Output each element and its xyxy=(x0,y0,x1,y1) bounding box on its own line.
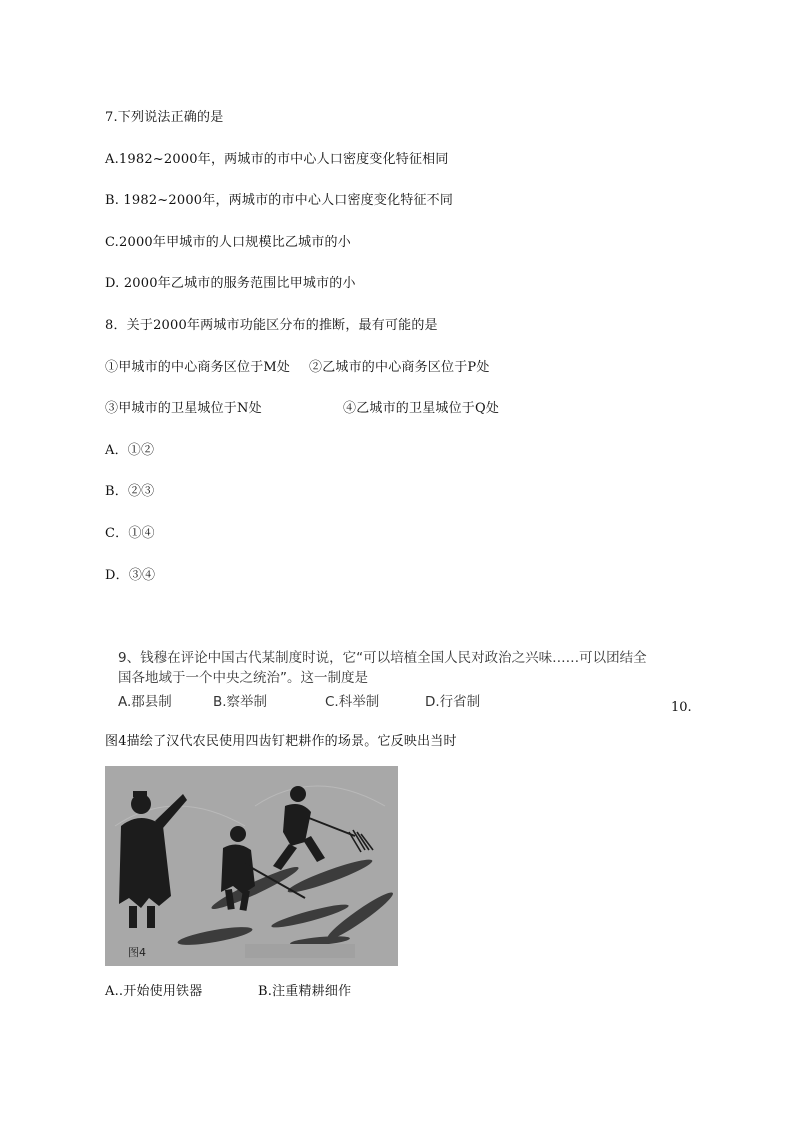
figure-4-caption: 图4 xyxy=(128,946,146,959)
q9-option-d: D.行省制 xyxy=(425,694,481,710)
q8-option-d: D．③④ xyxy=(105,568,156,583)
q9-option-c: C.科举制 xyxy=(325,694,380,710)
q10-stem: 图4描绘了汉代农民使用四齿钉耙耕作的场景。它反映出当时 xyxy=(105,734,457,749)
q8-option-c: C．①④ xyxy=(105,526,155,541)
farming-scene-illustration xyxy=(105,766,398,966)
q8-option-a: A．①② xyxy=(105,443,155,458)
q8-statement-2: ②乙城市的中心商务区位于P处 xyxy=(309,360,490,375)
q8-stem: 8．关于2000年两城市功能区分布的推断，最有可能的是 xyxy=(105,318,438,333)
q10-option-b: B.注重精耕细作 xyxy=(258,984,352,999)
q9-stem-line-2: 国各地域于一个中央之统治”。这一制度是 xyxy=(118,670,368,686)
q9-option-b: B.察举制 xyxy=(213,694,268,710)
q7-stem: 7.下列说法正确的是 xyxy=(105,110,224,125)
q9-option-a: A.郡县制 xyxy=(118,694,172,710)
q7-option-a: A.1982~2000年，两城市的市中心人口密度变化特征相同 xyxy=(105,152,449,167)
q7-option-d: D. 2000年乙城市的服务范围比甲城市的小 xyxy=(105,276,356,291)
q10-number: 10. xyxy=(671,700,692,715)
q8-option-b: B．②③ xyxy=(105,484,155,499)
q10-option-a: A..开始使用铁器 xyxy=(105,984,203,999)
q7-option-c: C.2000年甲城市的人口规模比乙城市的小 xyxy=(105,235,351,250)
q9-stem-line-1: 9、钱穆在评论中国古代某制度时说，它“可以培植全国人民对政治之兴味……可以团结全 xyxy=(118,650,647,666)
q8-statement-1: ①甲城市的中心商务区位于M处 xyxy=(105,360,291,375)
q7-option-b: B. 1982~2000年，两城市的市中心人口密度变化特征不同 xyxy=(105,193,454,208)
figure-4-image xyxy=(105,766,398,966)
q8-statement-3: ③甲城市的卫星城位于N处 xyxy=(105,401,262,416)
q8-statement-4: ④乙城市的卫星城位于Q处 xyxy=(343,401,500,416)
